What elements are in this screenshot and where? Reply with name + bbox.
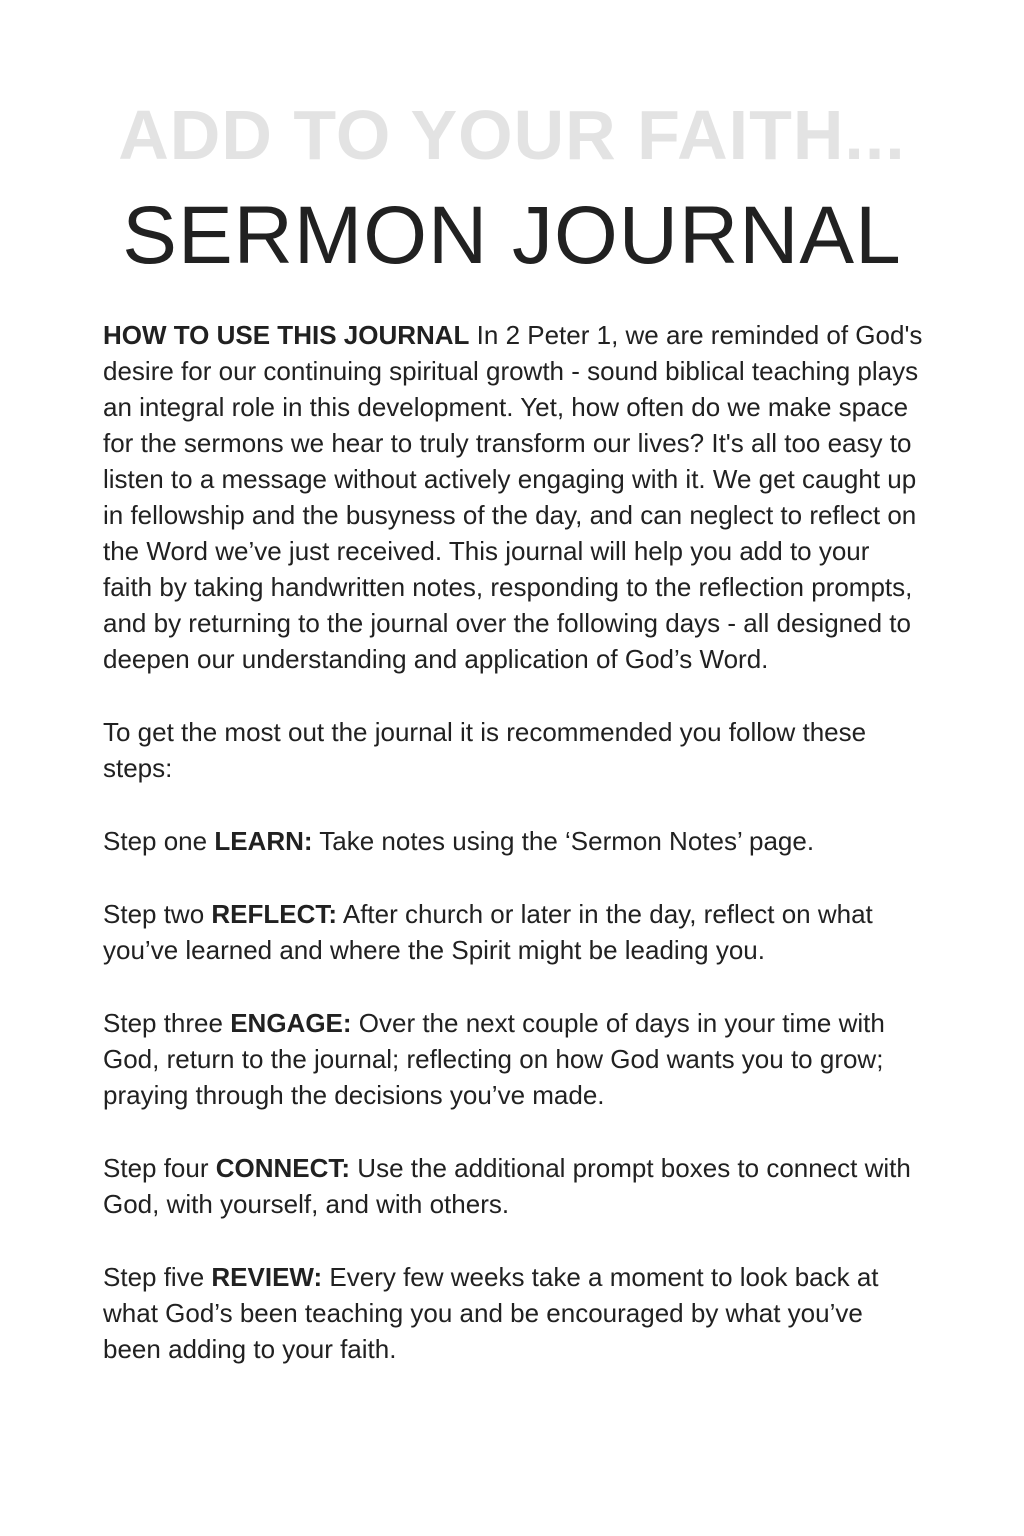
intro-paragraph bbox=[103, 317, 923, 677]
step-two-keyword: REFLECT: bbox=[211, 899, 338, 929]
step-two-text: After church or later in the day, reflect on what you’ve learned and where the Spirit might be leading you. bbox=[103, 899, 873, 965]
step-three-prefix: Step three bbox=[103, 1008, 231, 1038]
step-five-paragraph bbox=[103, 1259, 923, 1367]
step-four-paragraph bbox=[103, 1150, 923, 1222]
steps-intro-paragraph: To get the most out the journal it is recommended you follow these steps: bbox=[103, 717, 867, 783]
step-five-text: Every few weeks take a moment to look back at what God’s been teaching you and be encouraged by what you’ve been adding to your faith. bbox=[103, 1262, 879, 1364]
step-five-keyword: REVIEW: bbox=[211, 1262, 323, 1292]
step-five-prefix: Step five bbox=[103, 1262, 212, 1292]
page-title: SERMON JOURNAL bbox=[122, 190, 902, 281]
body-content bbox=[103, 317, 923, 1367]
step-two-paragraph bbox=[103, 896, 923, 968]
step-three-keyword: ENGAGE: bbox=[230, 1008, 352, 1038]
ghost-title: ADD TO YOUR FAITH... bbox=[118, 96, 906, 174]
step-one-keyword: LEARN: bbox=[214, 826, 313, 856]
step-two-prefix: Step two bbox=[103, 899, 212, 929]
step-four-text: Use the additional prompt boxes to connect with God, with yourself, and with others. bbox=[103, 1153, 911, 1219]
step-one-paragraph bbox=[103, 823, 923, 859]
step-four-prefix: Step four bbox=[103, 1153, 216, 1183]
step-three-text: Over the next couple of days in your time with God, return to the journal; reflecting on how God wants you to grow; praying through the decisions you’ve made. bbox=[103, 1008, 885, 1110]
step-three-paragraph bbox=[103, 1005, 923, 1113]
step-four-keyword: CONNECT: bbox=[215, 1153, 351, 1183]
step-one-prefix: Step one bbox=[103, 826, 215, 856]
step-one-text: Take notes using the ‘Sermon Notes’ page. bbox=[312, 826, 815, 856]
intro-heading-bold: HOW TO USE THIS JOURNAL bbox=[103, 320, 470, 350]
intro-body-text: In 2 Peter 1, we are reminded of God's desire for our continuing spiritual growth - sound biblical teaching plays an integral role in this development. Yet, how often do we make space for the sermons we hear to truly transform our lives? It's all too easy to listen to a message without actively engaging with it. We get caught up in fellowship and the busyness of the day, and can neglect to reflect on the Word we’ve just received. This journal will help you add to your faith by taking handwritten notes, responding to the reflection prompts, and by returning to the journal over the following days - all designed to deepen our understanding and application of God’s Word. bbox=[103, 320, 923, 674]
